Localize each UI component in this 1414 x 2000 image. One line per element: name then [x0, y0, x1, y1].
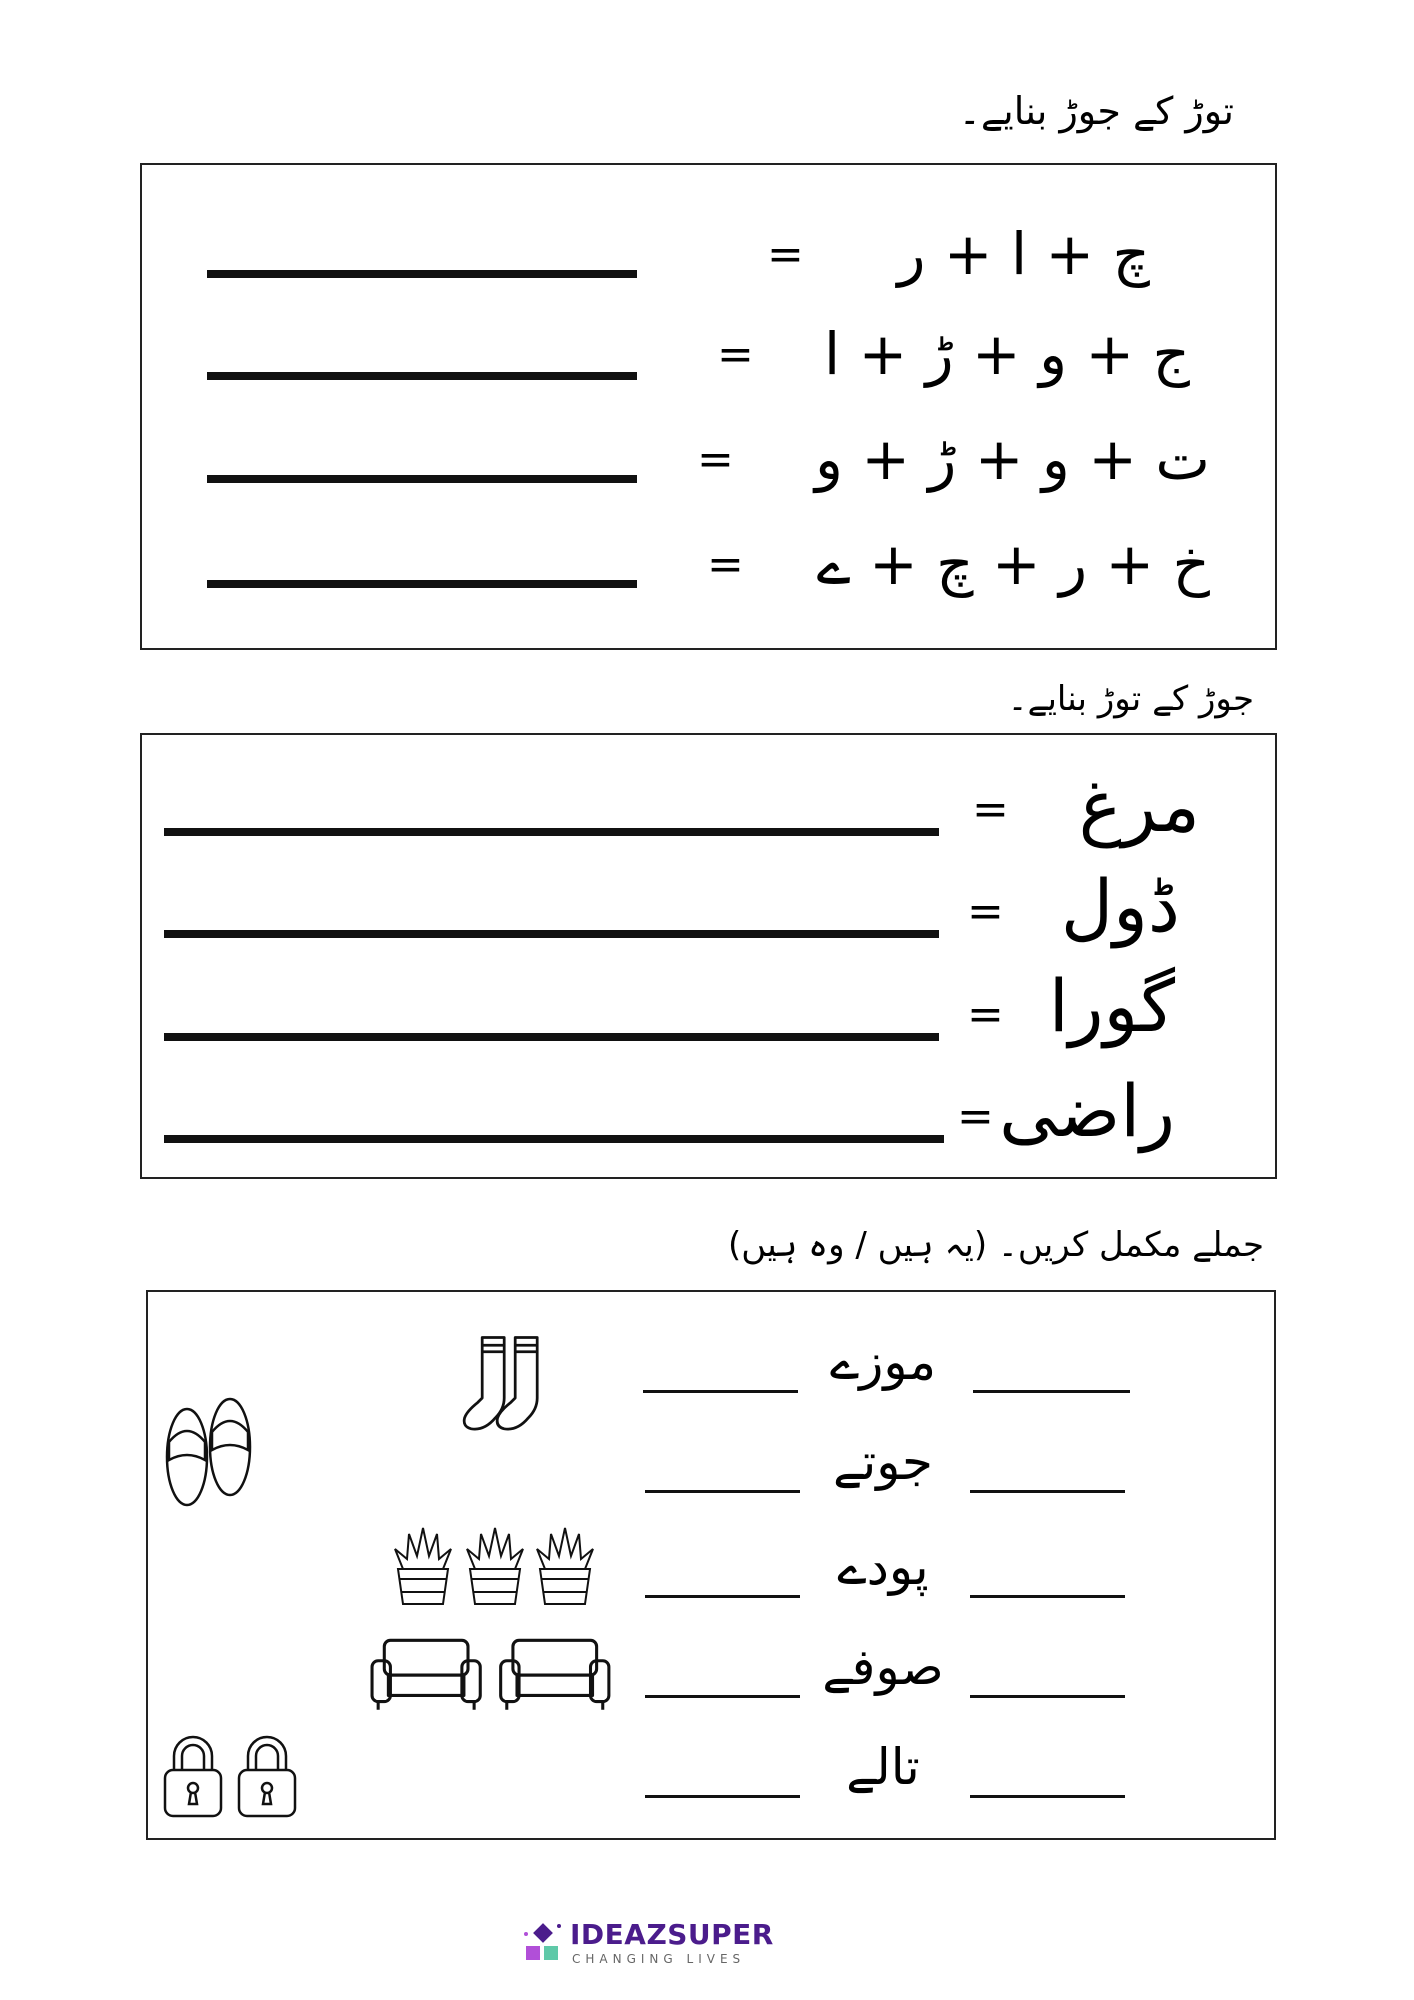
word: جوتے [833, 1433, 933, 1491]
answer-blank-right[interactable] [970, 1595, 1125, 1598]
socks-icon [458, 1332, 568, 1442]
section3-row-1 [148, 1322, 1274, 1422]
section3-row-3 [148, 1527, 1274, 1627]
section3-row-2 [148, 1422, 1274, 1522]
section2-row-2 [142, 864, 1275, 975]
word: ڈول [1060, 864, 1180, 948]
section2-row-4 [142, 1069, 1275, 1180]
section3-row-5 [148, 1727, 1274, 1827]
section2-row-1 [142, 764, 1275, 870]
answer-line[interactable] [207, 372, 637, 380]
word: پودے [837, 1538, 929, 1596]
answer-blank-left[interactable] [645, 1795, 800, 1798]
logo-mark-icon [520, 1920, 564, 1964]
answer-line[interactable] [207, 580, 637, 588]
section1-row-2 [142, 315, 1275, 415]
letter-expression: خ + ر + چ + ے [816, 530, 1210, 598]
section3-box [146, 1290, 1276, 1840]
equals-sign: = [972, 784, 1009, 835]
section1-row-3 [142, 420, 1275, 520]
sofa-icon [370, 1632, 615, 1714]
section1-row-1 [142, 215, 1275, 315]
answer-line[interactable] [164, 1135, 944, 1143]
slippers-icon [160, 1392, 260, 1512]
answer-blank-left[interactable] [645, 1695, 800, 1698]
section3-heading: جملے مکمل کریں۔ (یہ ہیں / وہ ہیں) [728, 1225, 1264, 1265]
section1-box [140, 163, 1277, 650]
brand-name: IDEAZSUPER [570, 1918, 774, 1951]
answer-blank-left[interactable] [645, 1490, 800, 1493]
letter-expression: ج + و + ڑ + ا [824, 320, 1190, 388]
section1-heading: توڑ کے جوڑ بنایے۔ [958, 89, 1234, 133]
brand-logo [520, 1918, 774, 1970]
answer-line[interactable] [164, 828, 939, 836]
section2-row-3 [142, 964, 1275, 1075]
answer-blank-right[interactable] [970, 1795, 1125, 1798]
section2-box [140, 733, 1277, 1179]
equals-sign: = [967, 886, 1004, 937]
answer-blank-right[interactable] [970, 1490, 1125, 1493]
answer-blank-right[interactable] [973, 1390, 1130, 1393]
word: گورا [1048, 964, 1175, 1048]
section1-row-4 [142, 525, 1275, 625]
answer-line[interactable] [207, 270, 637, 278]
word: تالے [846, 1738, 920, 1796]
equals-sign: = [967, 989, 1004, 1040]
section3-row-4 [148, 1627, 1274, 1727]
letter-expression: ت + و + ڑ + و [814, 425, 1210, 493]
answer-blank-right[interactable] [970, 1695, 1125, 1698]
answer-line[interactable] [207, 475, 637, 483]
equals-sign: = [697, 434, 734, 485]
potted-plants-icon [388, 1524, 598, 1614]
answer-blank-left[interactable] [645, 1595, 800, 1598]
padlock-icon [162, 1732, 302, 1822]
word: موزے [829, 1333, 937, 1391]
answer-blank-left[interactable] [643, 1390, 798, 1393]
equals-sign: = [767, 229, 804, 280]
equals-sign: = [717, 329, 754, 380]
answer-line[interactable] [164, 930, 939, 938]
word: صوفے [822, 1638, 944, 1696]
equals-sign: = [707, 539, 744, 590]
section2-heading: جوڑ کے توڑ بنایے۔ [1007, 679, 1254, 719]
letter-expression: چ + ا + ر [897, 220, 1150, 288]
brand-tagline: CHANGING LIVES [572, 1952, 746, 1966]
word: راضی [999, 1069, 1175, 1153]
equals-sign: = [957, 1091, 994, 1142]
word: مرغ [1078, 764, 1200, 848]
answer-line[interactable] [164, 1033, 939, 1041]
